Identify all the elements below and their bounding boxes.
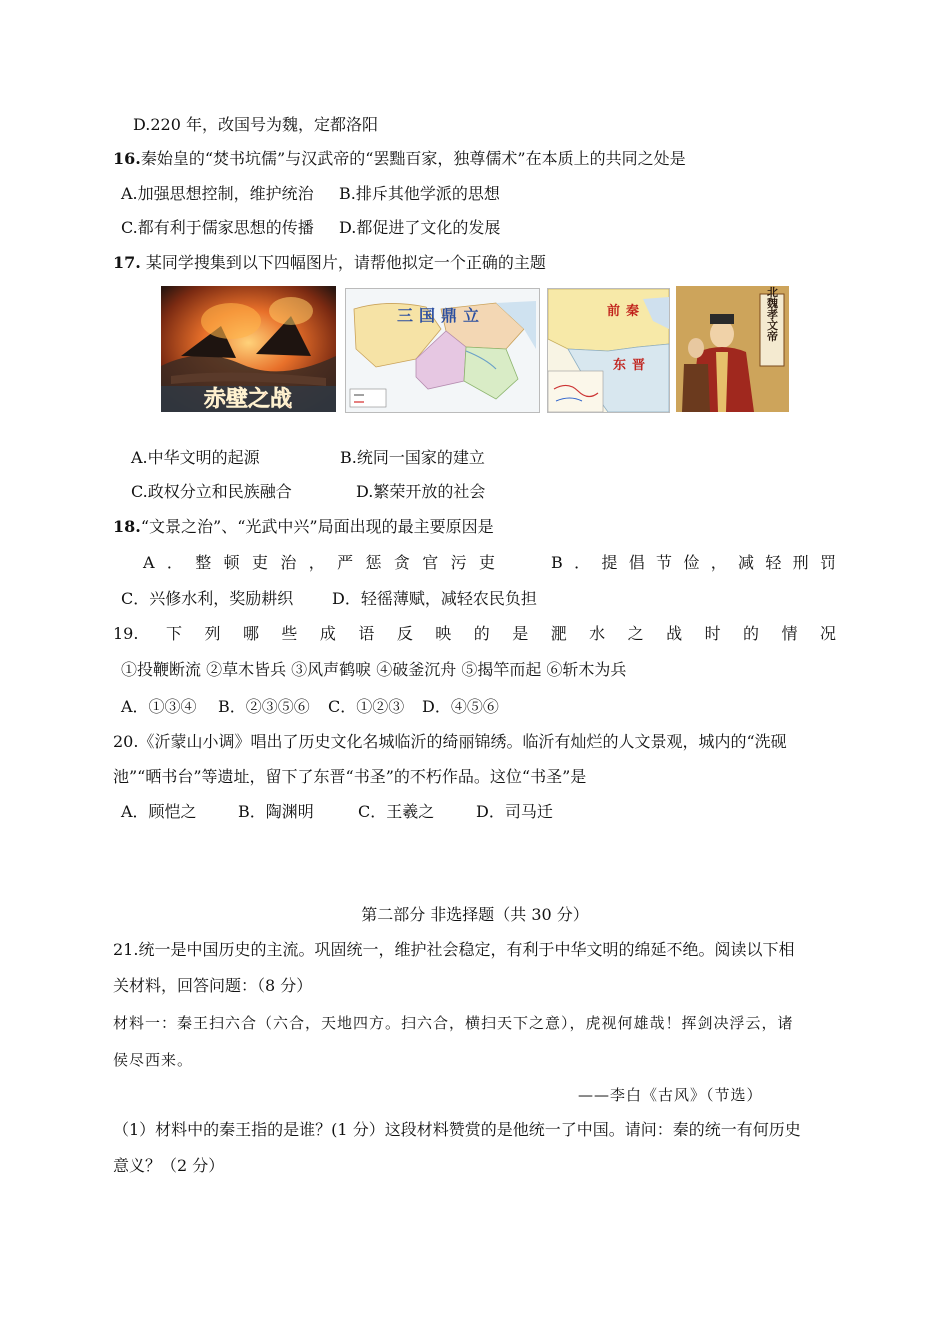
q17-option-b: B.统同一国家的建立 bbox=[340, 448, 485, 467]
qin-jin-map bbox=[547, 288, 670, 413]
q18-option-b: B．提倡节俭，减轻刑罚 bbox=[551, 553, 836, 572]
material-1-line-1: 材料一：秦王扫六合（六合，天地四方。扫六合，横扫天下之意），虎视何雄哉！挥剑决浮云，诸 bbox=[113, 1014, 794, 1032]
q16-stem-text: 秦始皇的“焚书坑儒”与汉武帝的“罢黜百家，独尊儒术”在本质上的共同之处是 bbox=[140, 149, 686, 168]
q16-number: 16. bbox=[113, 149, 141, 168]
q20-option-d: D．司马迁 bbox=[476, 802, 553, 821]
q21-line-1: 21.统一是中国历史的主流。巩固统一，维护社会稳定，有利于中华文明的绵延不绝。阅读以下相 bbox=[113, 940, 795, 959]
eastern-jin-label: 东晋 bbox=[612, 358, 652, 373]
q17-stem-text: 某同学搜集到以下四幅图片，请帮他拟定一个正确的主题 bbox=[140, 253, 546, 272]
q21-sub1-line-1: （1）材料中的秦王指的是谁？(1 分）这段材料赞赏的是他统一了中国。请问：秦的统一有何历史 bbox=[113, 1120, 801, 1139]
q16-option-b: B.排斥其他学派的思想 bbox=[339, 184, 500, 203]
q21-line-2: 关材料，回答问题：（8 分） bbox=[113, 976, 313, 995]
q20-option-b: B．陶渊明 bbox=[238, 802, 314, 821]
qin-jin-map-drawing bbox=[548, 289, 669, 412]
q17-option-d: D.繁荣开放的社会 bbox=[356, 482, 486, 501]
q16-option-d: D.都促进了文化的发展 bbox=[339, 218, 501, 237]
q17-option-a: A.中华文明的起源 bbox=[131, 448, 260, 467]
q17-option-c: C.政权分立和民族融合 bbox=[131, 482, 292, 501]
q18-number: 18. bbox=[113, 517, 141, 536]
chibi-battle-image bbox=[161, 286, 336, 412]
q17-number: 17. bbox=[113, 253, 141, 272]
emperor-xiaowen-image bbox=[676, 286, 789, 412]
q19-option-a: A．①③④ bbox=[121, 697, 197, 716]
q18-stem bbox=[113, 516, 494, 538]
q18-option-d: D．轻徭薄赋，减轻农民负担 bbox=[332, 589, 537, 608]
xiaowen-title: 北魏孝文帝 bbox=[765, 286, 779, 342]
q20-option-c: C．王羲之 bbox=[358, 802, 435, 821]
q18-option-a: A．整顿吏治，严惩贪官污吏 bbox=[143, 553, 495, 572]
q19-stem: 19. 下列哪些成语反映的是淝水之战时的情况 bbox=[113, 624, 836, 643]
q19-option-c: C．①②③ bbox=[328, 697, 405, 716]
three-kingdoms-map-drawing bbox=[346, 289, 539, 412]
former-qin-label: 前秦 bbox=[606, 304, 646, 319]
emperor-xiaowen-portrait bbox=[676, 286, 789, 412]
chibi-caption: 赤壁之战 bbox=[203, 386, 293, 412]
material-1-line-2: 侯尽西来。 bbox=[113, 1051, 194, 1069]
part2-title: 第二部分 非选择题（共 30 分） bbox=[361, 905, 589, 924]
q19-items: ①投鞭断流 ②草木皆兵 ③风声鹤唳 ④破釜沉舟 ⑤揭竿而起 ⑥斩木为兵 bbox=[121, 660, 627, 679]
three-kingdoms-title: 三国鼎立 bbox=[396, 306, 486, 325]
q19-option-d: D．④⑤⑥ bbox=[422, 697, 499, 716]
q20-line-1: 20.《沂蒙山小调》唱出了历史文化名城临沂的绮丽锦绣。临沂有灿烂的人文景观，城内的“洗砚 bbox=[113, 732, 787, 751]
q16-option-a: A.加强思想控制，维护统治 bbox=[121, 184, 314, 203]
q18-stem-text: “文景之治”、“光武中兴”局面出现的最主要原因是 bbox=[140, 517, 494, 536]
q16-stem bbox=[113, 148, 686, 170]
q17-stem bbox=[113, 252, 546, 274]
q15-option-d: D.220 年，改国号为魏，定都洛阳 bbox=[133, 115, 378, 134]
chibi-battle-illustration bbox=[161, 286, 336, 412]
material-1-source: ——李白《古风》（节选） bbox=[578, 1086, 763, 1104]
q20-option-a: A．顾恺之 bbox=[121, 802, 197, 821]
q21-sub1-line-2: 意义？（2 分） bbox=[113, 1156, 225, 1175]
q16-option-c: C.都有利于儒家思想的传播 bbox=[121, 218, 314, 237]
three-kingdoms-map bbox=[345, 288, 540, 413]
q18-option-c: C．兴修水利，奖励耕织 bbox=[121, 589, 294, 608]
q19-option-b: B．②③⑤⑥ bbox=[218, 697, 310, 716]
q20-line-2: 池”“晒书台”等遗址，留下了东晋“书圣”的不朽作品。这位“书圣”是 bbox=[113, 767, 587, 786]
